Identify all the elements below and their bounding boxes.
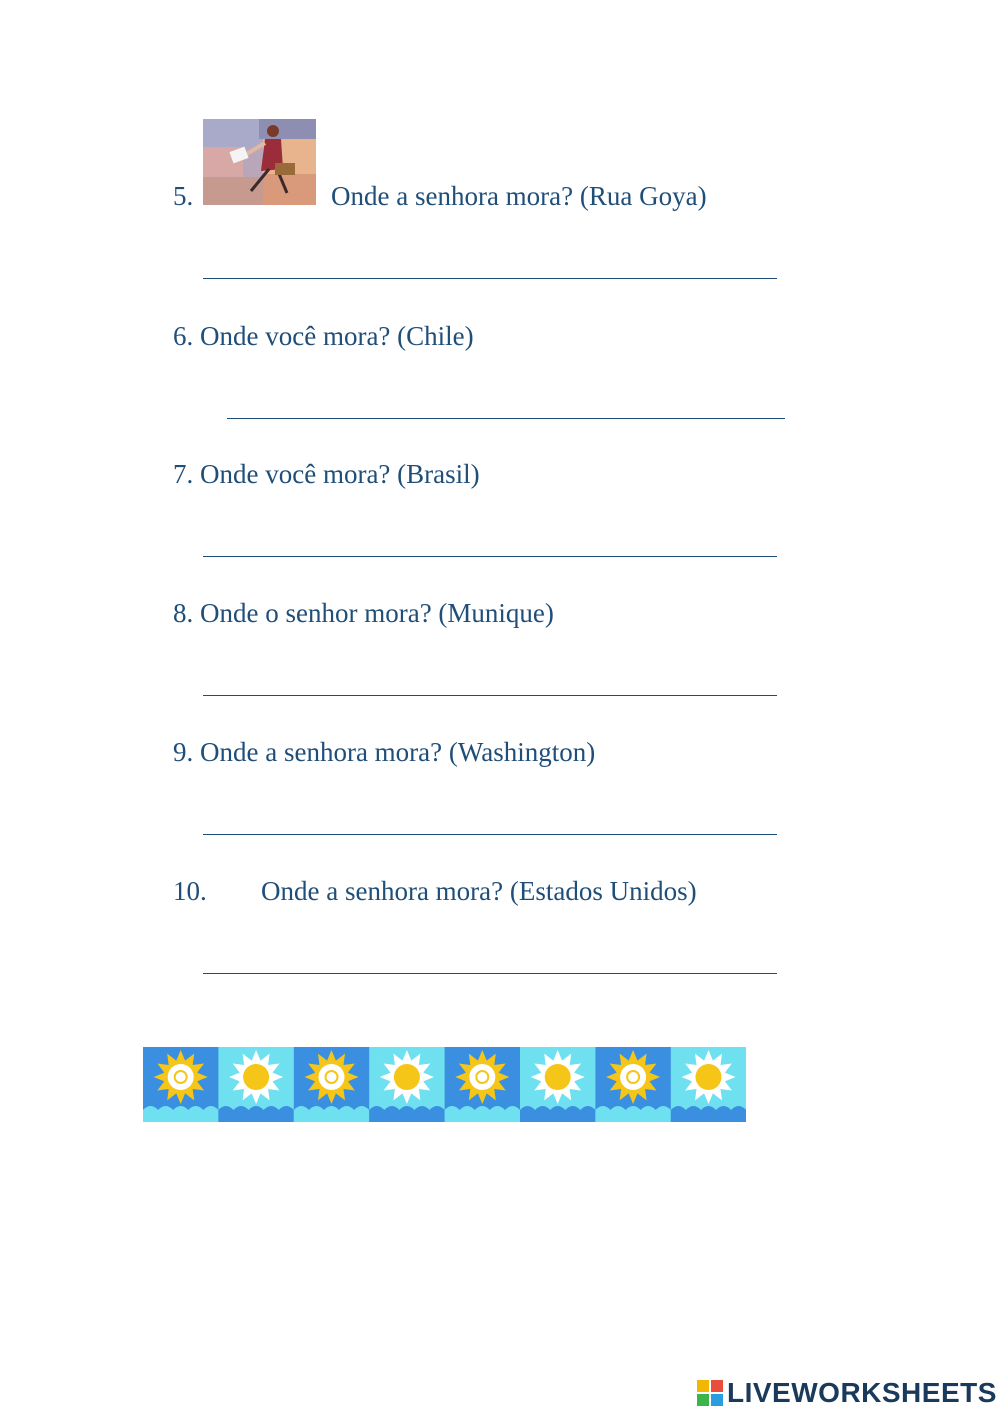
sun-tile [445,1047,521,1122]
sun-tile [143,1047,219,1122]
answer-line-5[interactable] [203,278,777,279]
answer-line-8[interactable] [203,695,777,696]
question-7 [173,458,480,490]
question-7-number: 7. [173,459,194,489]
sun-tile [294,1047,370,1122]
answer-line-10[interactable] [203,973,777,974]
sun-tile [671,1047,746,1122]
sun-tile [595,1047,671,1122]
question-6-text: Onde você mora? (Chile) [200,321,474,351]
question-6 [173,320,474,352]
question-5-text: Onde a senhora mora? (Rua Goya) [331,181,707,211]
businesswoman-running-clipart-icon [203,119,316,205]
question-8-text: Onde o senhor mora? (Munique) [200,598,554,628]
question-8-number: 8. [173,598,194,628]
answer-line-7[interactable] [203,556,777,557]
question-6-number: 6. [173,321,194,351]
liveworksheets-brand: LIVEWORKSHEETS [727,1377,997,1408]
sun-tile [369,1047,445,1122]
question-5-number: 5. [173,181,194,211]
question-10-text: Onde a senhora mora? (Estados Unidos) [261,876,697,906]
sun-border-icon [143,1047,746,1122]
answer-line-6[interactable] [227,418,785,419]
question-9-number: 9. [173,737,194,767]
question-8 [173,597,554,629]
answer-line-9[interactable] [203,834,777,835]
question-9-text: Onde a senhora mora? (Washington) [200,737,596,767]
sun-tile [218,1047,294,1122]
sun-tile [520,1047,596,1122]
question-10-number: 10. [173,876,207,906]
liveworksheets-footer [697,1376,997,1410]
question-7-text: Onde você mora? (Brasil) [200,459,480,489]
question-9 [173,736,595,768]
liveworksheets-logo-icon [697,1380,723,1406]
